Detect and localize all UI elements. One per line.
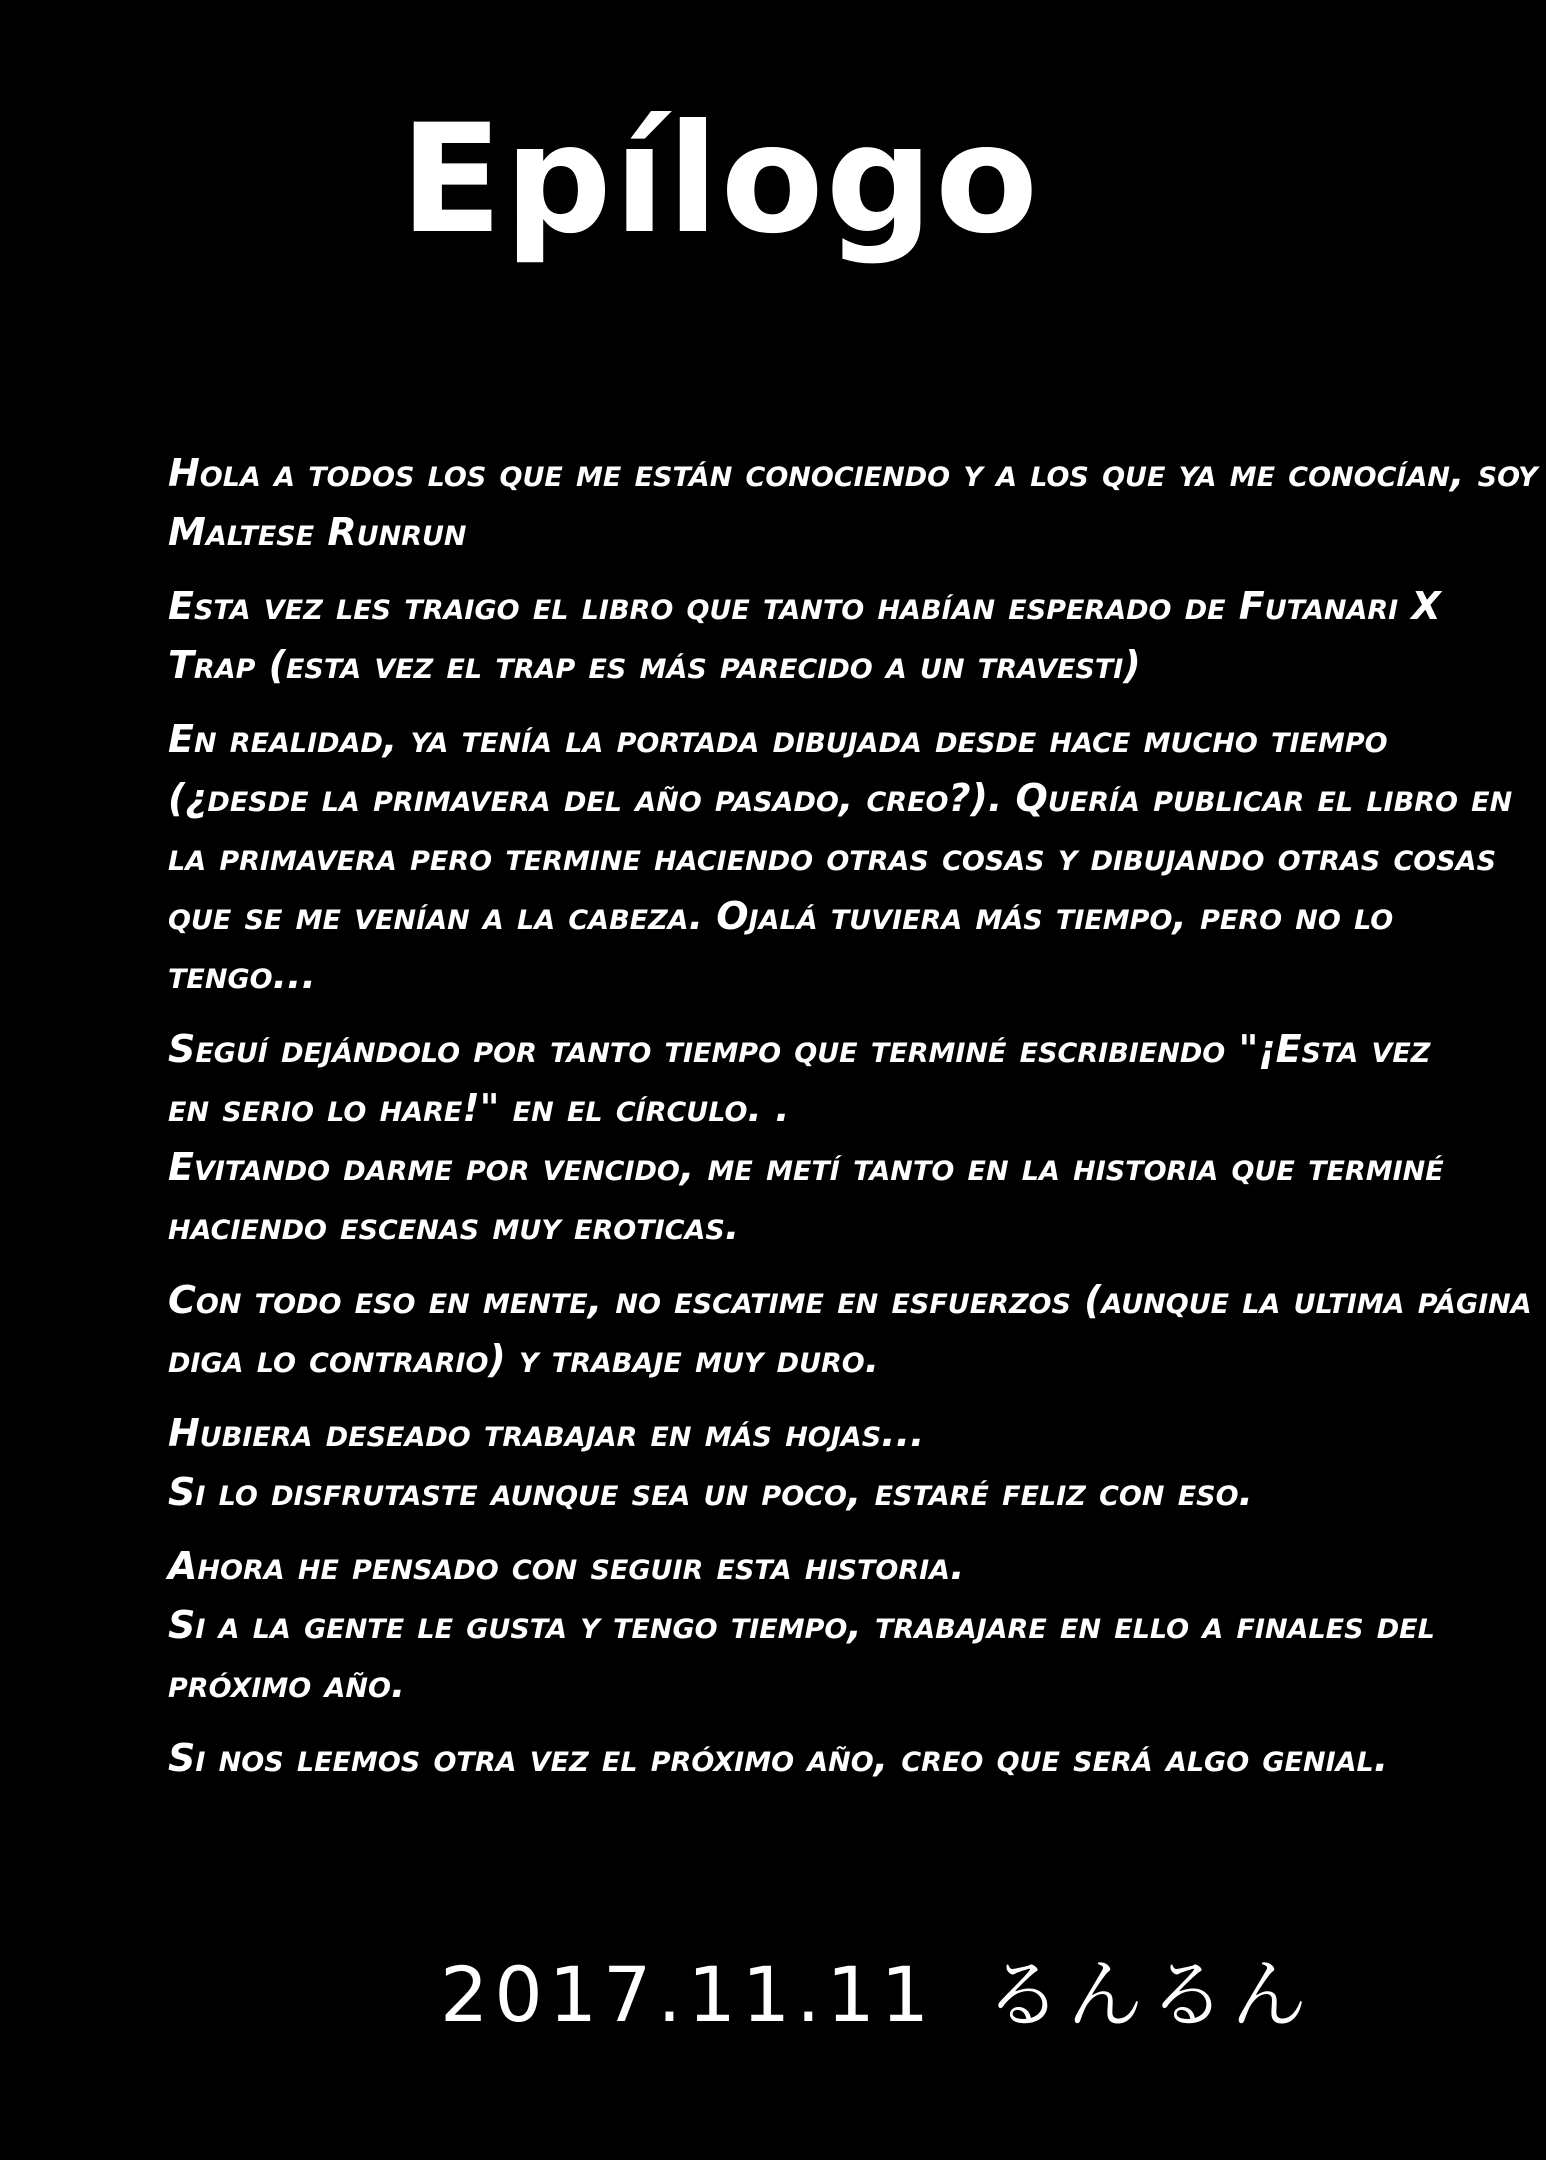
text-line: Hola a todos los que me están conociendo y a los que ya me conocían, soy bbox=[168, 451, 1538, 495]
paragraph-4 bbox=[168, 1020, 1444, 1256]
paragraph-2 bbox=[168, 577, 1441, 695]
text-line: que se me venían a la cabeza. Ojalá tuviera más tiempo, pero no lo bbox=[168, 894, 1394, 938]
text-line: En realidad, ya tenía la portada dibujada desde hace mucho tiempo bbox=[168, 717, 1388, 761]
text-line: (¿desde la primavera del año pasado, creo?). Quería publicar el libro en bbox=[168, 776, 1513, 820]
text-line: Evitando darme por vencido, me metí tanto en la historia que terminé bbox=[168, 1145, 1444, 1189]
paragraph-7 bbox=[168, 1537, 1435, 1714]
text-line: Maltese Runrun bbox=[168, 510, 467, 554]
paragraph-5 bbox=[168, 1271, 1532, 1389]
text-line: Esta vez les traigo el libro que tanto habían esperado de Futanari X bbox=[168, 584, 1441, 628]
text-line: Con todo eso en mente, no escatime en esfuerzos (aunque la ultima página bbox=[168, 1278, 1532, 1322]
text-line: Si a la gente le gusta y tengo tiempo, trabajare en ello a finales del bbox=[168, 1603, 1435, 1647]
text-line: próximo año. bbox=[168, 1662, 406, 1706]
text-line: diga lo contrario) y trabaje muy duro. bbox=[168, 1337, 880, 1381]
paragraph-3 bbox=[168, 710, 1513, 1005]
text-line: Trap (esta vez el trap es más parecido a un travesti) bbox=[168, 643, 1141, 687]
signature-name: るんるん bbox=[985, 1950, 1314, 2039]
text-line: Hubiera deseado trabajar en más hojas... bbox=[168, 1411, 925, 1455]
page-title: Epílogo bbox=[399, 93, 1041, 267]
handwritten-signature bbox=[440, 1945, 1313, 2045]
signature-date: 2017.11.11 bbox=[440, 1950, 936, 2039]
text-line: Ahora he pensado con seguir esta historia. bbox=[168, 1544, 965, 1588]
text-line: Si lo disfrutaste aunque sea un poco, estaré feliz con eso. bbox=[168, 1470, 1253, 1514]
text-line: tengo... bbox=[168, 953, 316, 997]
text-line: Seguí dejándolo por tanto tiempo que terminé escribiendo "¡Esta vez bbox=[168, 1027, 1431, 1071]
paragraph-6 bbox=[168, 1404, 1408, 1522]
paragraph-1 bbox=[168, 444, 1538, 562]
text-line: en serio lo hare!" en el círculo. . bbox=[168, 1086, 790, 1130]
text-line: haciendo escenas muy eroticas. bbox=[168, 1204, 740, 1248]
text-line: la primavera pero termine haciendo otras cosas y dibujando otras cosas bbox=[168, 835, 1497, 879]
epilogue-text bbox=[168, 444, 1538, 1803]
text-line: Si nos leemos otra vez el próximo año, creo que será algo genial. bbox=[168, 1736, 1389, 1780]
paragraph-8 bbox=[168, 1729, 1408, 1788]
